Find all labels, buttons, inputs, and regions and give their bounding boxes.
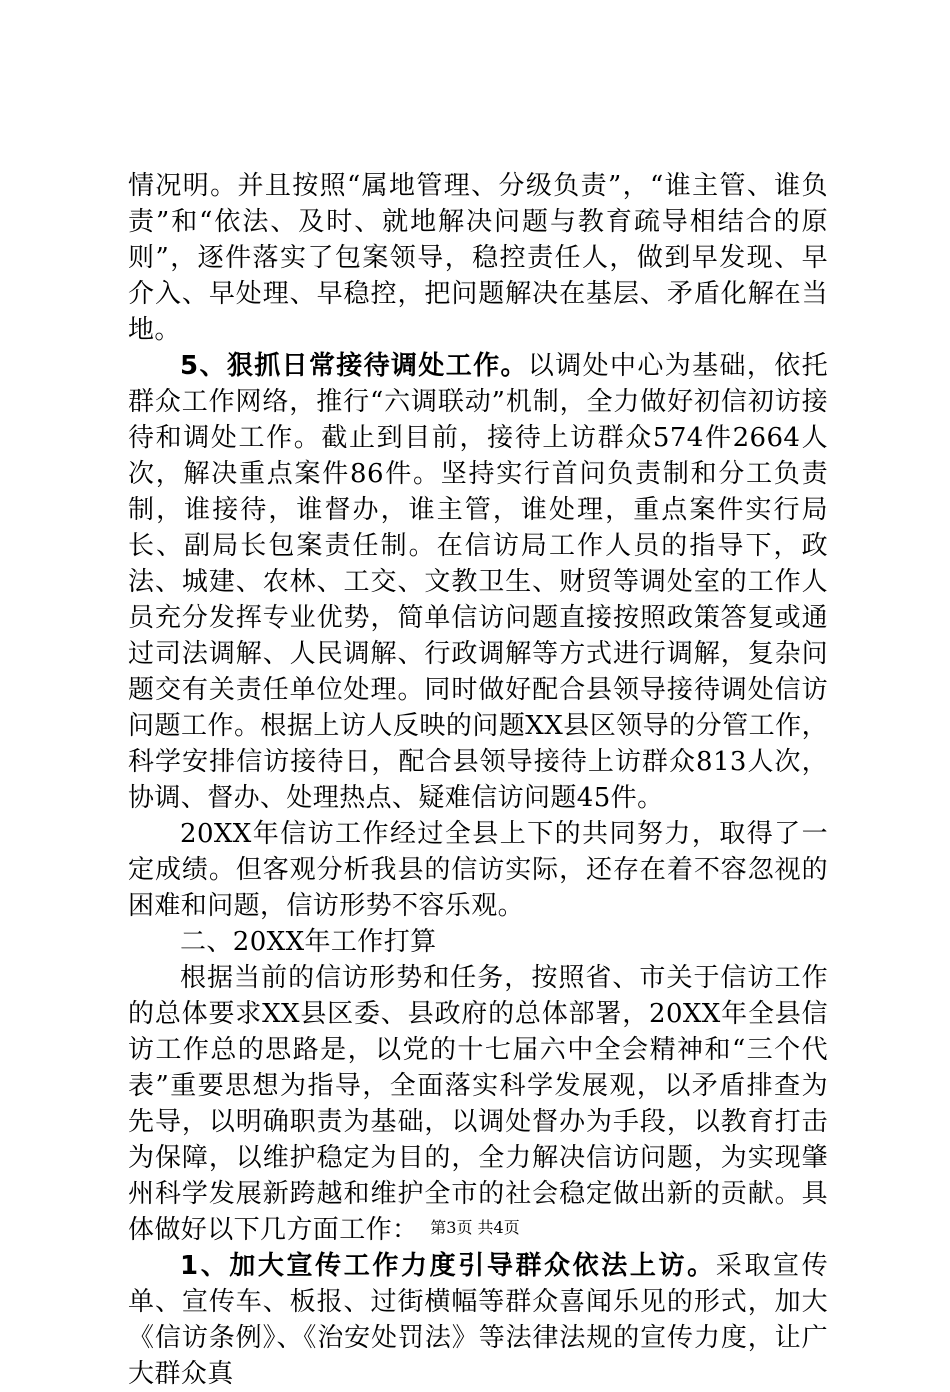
paragraph-text: 20XX年信访工作经过全县上下的共同努力，取得了一定成绩。但客观分析我县的信访实际，还存在着不容忽视的困难和问题，信访形势不容乐观。: [128, 819, 828, 921]
paragraph-lead: 1、加大宣传工作力度引导群众依法上访。: [180, 1251, 716, 1281]
page-number: 第3页 共4页: [430, 1218, 520, 1237]
section-heading: 二、20XX年工作打算: [180, 927, 437, 957]
page-footer: [0, 1218, 950, 1238]
paragraph-continuation: [128, 168, 828, 348]
paragraph-text: 以调处中心为基础，依托群众工作网络，推行“六调联动”机制，全力做好初信初访接待和调处工作。截止到目前，接待上访群众574件2664人次，解决重点案件86件。坚持实行首问负责制和分工负责制，谁接待，谁督办，谁主管，谁处理，重点案件实行局长、副局长包案责任制。在信访局工作人员的指导下，政法、城建、农林、工交、文教卫生、财贸等调处室的工作人员充分发挥专业优势，简单信访问题直接按照政策答复或通过司法调解、人民调解、行政调解等方式进行调解，复杂问题交有关责任单位处理。同时做好配合县领导接待调处信访问题工作。根据上访人反映的问题XX县区领导的分管工作，科学安排信访接待日，配合县领导接待上访群众813人次，协调、督办、处理热点、疑难信访问题45件。: [128, 351, 829, 813]
document-body: [128, 168, 828, 1392]
paragraph-text: 根据当前的信访形势和任务，按照省、市关于信访工作的总体要求XX县区委、县政府的总体部署，20XX年全县信访工作总的思路是，以党的十七届六中全会精神和“三个代表”重要思想为指导，全面落实科学发展观，以矛盾排查为先导，以明确职责为基础，以调处督办为手段，以教育打击为保障，以维护稳定为目的，全力解决信访问题，为实现肇州科学发展新跨越和维护全市的社会稳定做出新的贡献。具体做好以下几方面工作：: [128, 963, 828, 1245]
paragraph-lead: 5、狠抓日常接待调处工作。: [180, 351, 528, 381]
paragraph-text: 情况明。并且按照“属地管理、分级负责”，“谁主管、谁负责”和“依法、及时、就地解决问题与教育疏导相结合的原则”，逐件落实了包案领导，稳控责任人，做到早发现、早介入、早处理、早稳控，把问题解决在基层、矛盾化解在当地。: [128, 171, 828, 345]
paragraph-item-1: [128, 1248, 828, 1392]
paragraph-item-5: [128, 348, 828, 816]
paragraph-plan-intro: [128, 960, 828, 1248]
paragraph-summary: [128, 816, 828, 924]
paragraph-text: 采取宣传单、宣传车、板报、过街横幅等群众喜闻乐见的形式，加大《信访条例》、《治安处罚法》等法律法规的宣传力度，让广大群众真: [128, 1251, 828, 1389]
